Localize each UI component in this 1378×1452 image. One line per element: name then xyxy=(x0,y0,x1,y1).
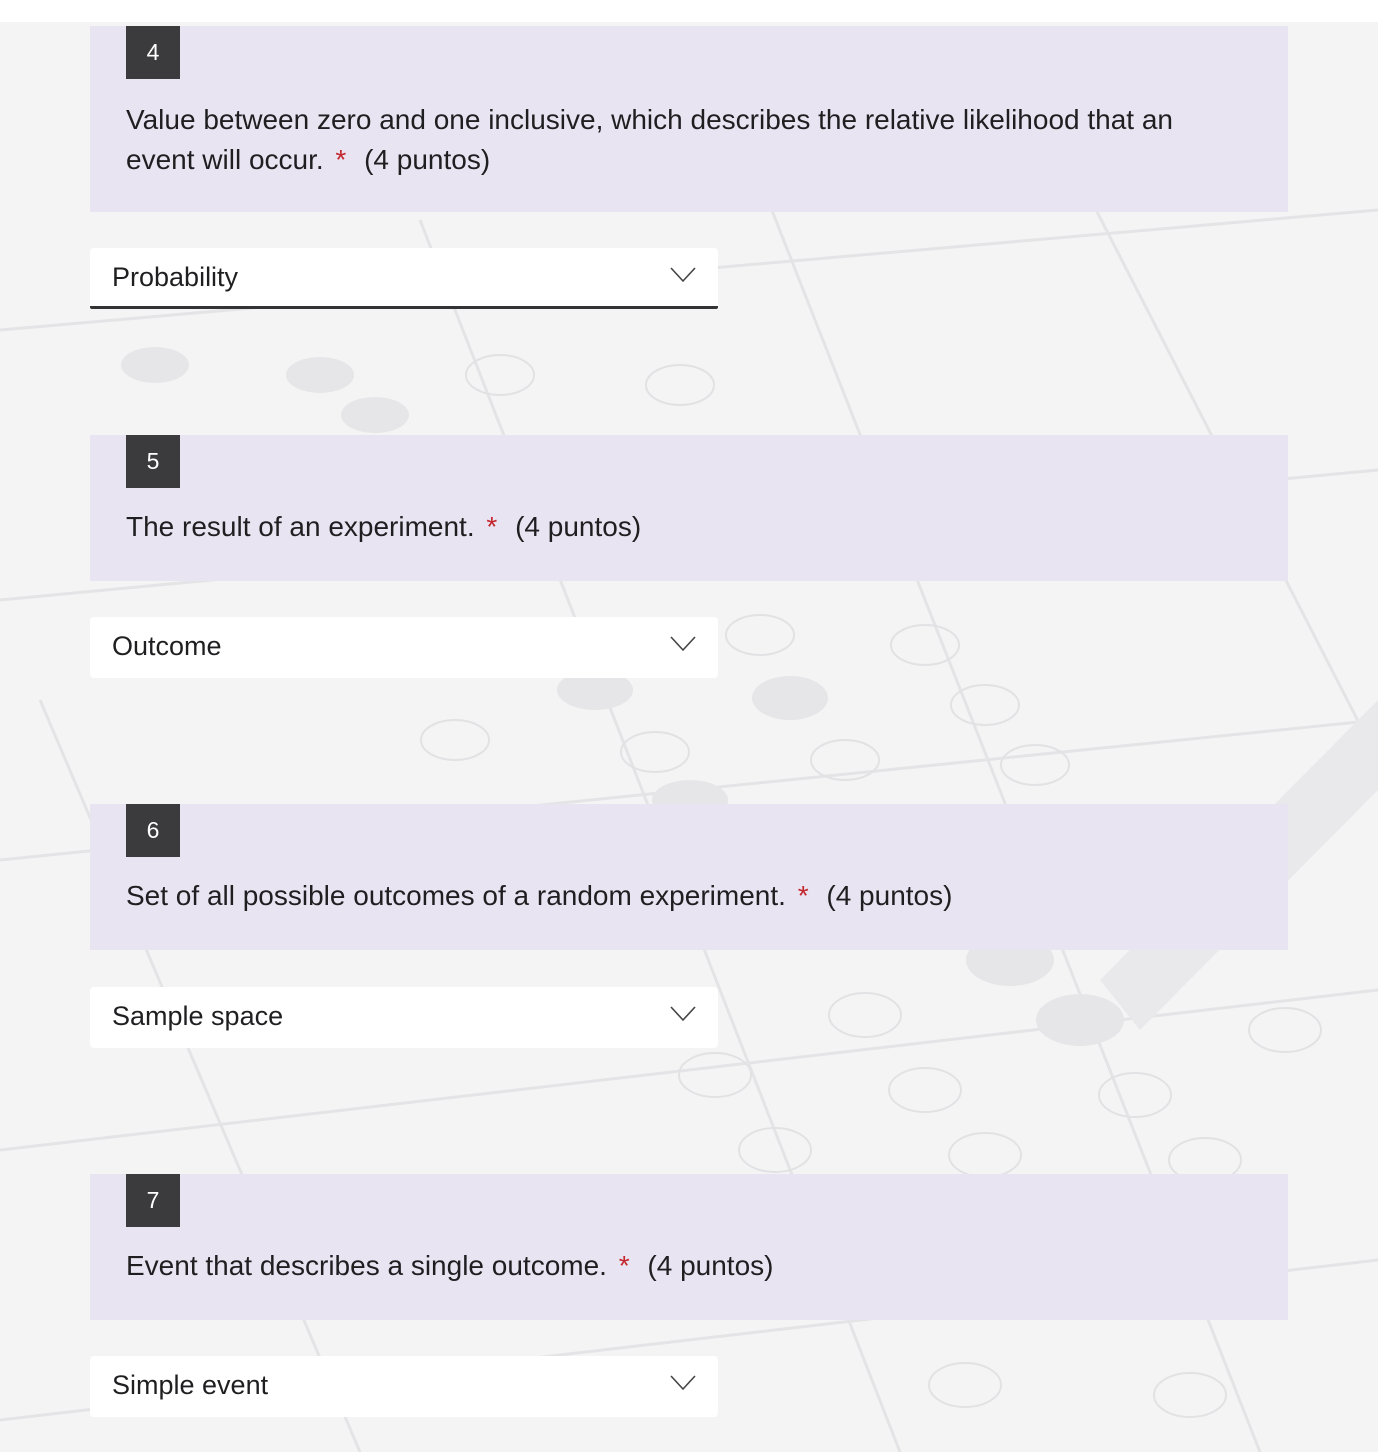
question-points: (4 puntos) xyxy=(647,1250,774,1281)
question-card-7 xyxy=(90,1174,1288,1320)
question-card-4 xyxy=(90,26,1288,212)
question-points: (4 puntos) xyxy=(515,511,642,542)
question-card-6 xyxy=(90,804,1288,950)
question-points: (4 puntos) xyxy=(364,144,491,175)
answer-dropdown-4[interactable] xyxy=(90,248,718,309)
question-number-badge: 6 xyxy=(126,804,180,857)
question-title: The result of an experiment. xyxy=(126,511,475,542)
question-text xyxy=(126,507,1232,547)
required-marker: * xyxy=(335,144,347,175)
question-title: Value between zero and one inclusive, which describes the relative likelihood that an event will occur. xyxy=(126,104,1174,175)
chevron-down-icon xyxy=(670,1374,696,1392)
question-text xyxy=(126,100,1232,180)
selected-answer: Probability xyxy=(112,262,239,292)
question-number-badge: 4 xyxy=(126,26,180,79)
chevron-down-icon xyxy=(670,266,696,284)
question-title: Event that describes a single outcome. xyxy=(126,1250,607,1281)
answer-dropdown-6[interactable] xyxy=(90,987,718,1048)
required-marker: * xyxy=(797,880,809,911)
selected-answer: Outcome xyxy=(112,631,222,661)
top-strip xyxy=(0,0,1378,22)
question-text xyxy=(126,876,1232,916)
selected-answer: Sample space xyxy=(112,1001,284,1031)
question-text xyxy=(126,1246,1232,1286)
question-number-badge: 5 xyxy=(126,435,180,488)
question-number-badge: 7 xyxy=(126,1174,180,1227)
answer-dropdown-5[interactable] xyxy=(90,617,718,678)
chevron-down-icon xyxy=(670,635,696,653)
required-marker: * xyxy=(486,511,498,542)
selected-answer: Simple event xyxy=(112,1370,269,1400)
answer-dropdown-7[interactable] xyxy=(90,1356,718,1417)
required-marker: * xyxy=(618,1250,630,1281)
question-card-5 xyxy=(90,435,1288,581)
chevron-down-icon xyxy=(670,1005,696,1023)
question-title: Set of all possible outcomes of a random experiment. xyxy=(126,880,786,911)
question-points: (4 puntos) xyxy=(826,880,953,911)
